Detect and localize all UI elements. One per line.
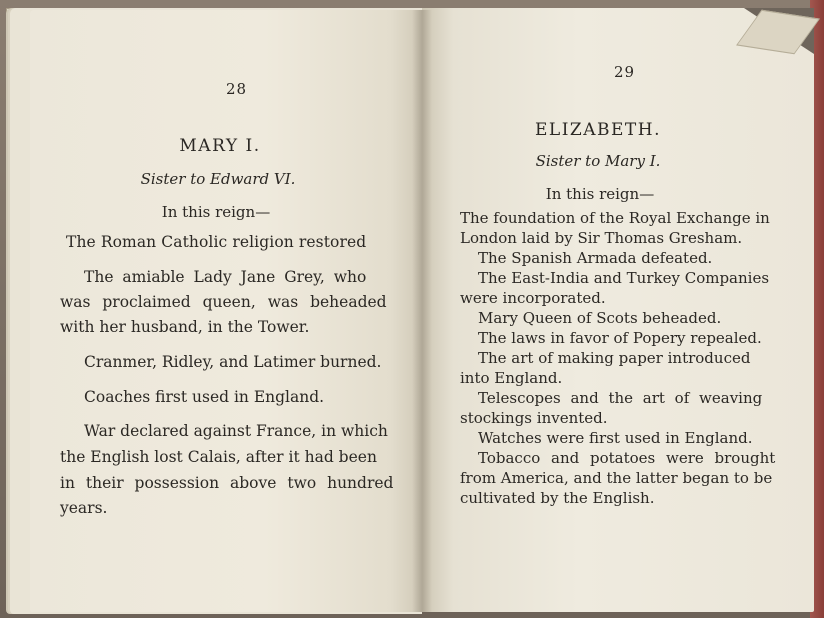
left-page: [30, 10, 422, 612]
left-line-6: Coaches first used in England.: [84, 388, 325, 406]
right-line-3: The Spanish Armada defeated.: [478, 249, 713, 267]
right-line-14: from America, and the latter began to be: [460, 469, 773, 487]
left-line-4: with her husband, in the Tower.: [60, 318, 310, 336]
right-line-1: The foundation of the Royal Exchange in: [460, 209, 770, 227]
left-line-1: The Roman Catholic religion restored: [66, 233, 367, 251]
left-page-number: 28: [226, 80, 248, 98]
right-page: [422, 8, 814, 612]
left-line-10: years.: [60, 499, 108, 517]
right-reign-intro: In this reign—: [545, 185, 655, 203]
right-line-12: Watches were first used in England.: [478, 429, 753, 447]
left-reign-intro: In this reign—: [161, 203, 271, 221]
right-line-10: Telescopes and the art of weaving: [478, 389, 763, 407]
right-line-6: Mary Queen of Scots beheaded.: [478, 309, 722, 327]
right-line-4: The East-India and Turkey Companies: [478, 269, 770, 287]
right-line-2: London laid by Sir Thomas Gresham.: [460, 229, 743, 247]
left-line-8: the English lost Calais, after it had been: [60, 448, 377, 466]
right-line-7: The laws in favor of Popery repealed.: [478, 329, 762, 347]
book-gutter: [412, 10, 432, 612]
left-line-3: was proclaimed queen, was beheaded: [60, 293, 387, 311]
left-subtitle: Sister to Edward VI.: [140, 170, 296, 188]
left-line-7: War declared against France, in which: [84, 422, 388, 440]
right-line-8: The art of making paper introduced: [478, 349, 751, 367]
right-line-5: were incorporated.: [460, 289, 606, 307]
left-line-2: The amiable Lady Jane Grey, who: [84, 268, 367, 286]
right-line-13: Tobacco and potatoes were brought: [478, 449, 776, 467]
right-line-15: cultivated by the English.: [460, 489, 655, 507]
left-chapter-title: MARY I.: [179, 136, 261, 156]
left-line-9: in their possession above two hundred: [60, 474, 394, 492]
right-chapter-title: ELIZABETH.: [535, 120, 661, 140]
left-line-5: Cranmer, Ridley, and Latimer burned.: [84, 353, 382, 371]
right-line-11: stockings invented.: [460, 409, 608, 427]
right-subtitle: Sister to Mary I.: [535, 152, 661, 170]
right-line-9: into England.: [460, 369, 563, 387]
right-page-number: 29: [614, 63, 636, 81]
